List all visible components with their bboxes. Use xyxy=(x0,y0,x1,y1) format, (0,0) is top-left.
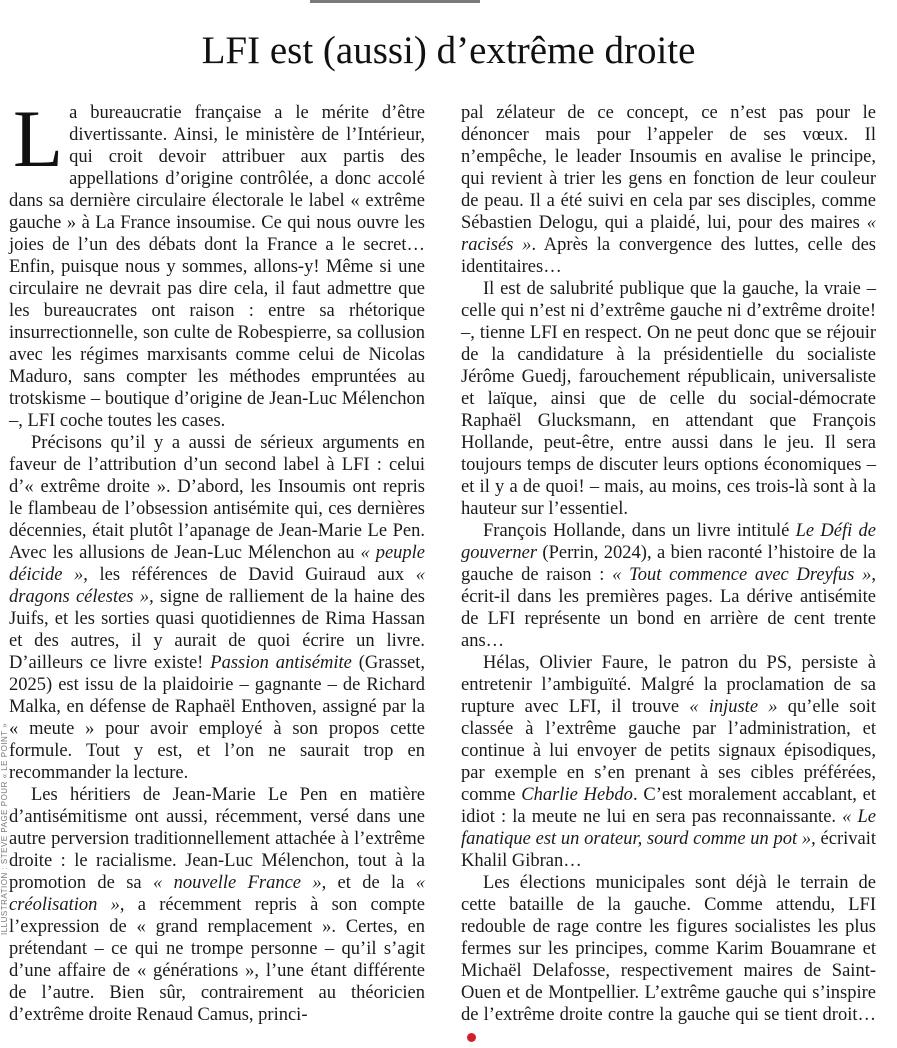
paragraph-1 xyxy=(9,93,425,432)
paragraph-text: Les élections municipales sont déjà le terrain de cette bataille de la gauche. Comme attendu, LFI redouble de rage contre les figures socialistes les plus fermes sur les principes, comme Karim Bouamrane et Michaël Delafosse, respectivement maires de Saint-Ouen et de Montpellier. L’extrême gauche qui s’inspire de l’extrême droite contre la gauche qui se tient droit… xyxy=(461,873,876,1025)
paragraph-text: (Perrin, 2024), a bien raconté l’histoire de la gauche de raison : xyxy=(461,543,876,585)
paragraph-5 xyxy=(461,278,876,520)
publication-title: Charlie Hebdo xyxy=(521,785,633,805)
quote-italic: « Tout commence avec Dreyfus » xyxy=(612,565,872,585)
quote-italic: « injuste » xyxy=(689,697,778,717)
book-title: Le Défi de gouverner xyxy=(461,521,876,563)
quote-italic: « peuple déicide » xyxy=(9,543,425,585)
headline: LFI est (aussi) d’extrême droite xyxy=(201,29,696,72)
paragraph-6 xyxy=(461,520,876,652)
top-rule xyxy=(310,0,480,3)
paragraph-text: . Après la convergence des luttes, celle des identitaires… xyxy=(461,235,876,277)
paragraph-text: Il est de salubrité publique que la gauche, la vraie – celle qui n’est ni d’extrême gauche ni d’extrême droite! –, tienne LFI en respect. On ne peut donc que se réjouir de la candidature à la présidentielle du socialiste Jérôme Guedj, farouchement républicain, universaliste et laïque, ainsi que de celle du social-démocrate Raphaël Glucksmann, en attendant que François Hollande, peut-être, entre aussi dans le jeu. Il sera toujours temps de discuter leurs options économiques – et il y a de quoi! – mais, au moins, ces trois-là sont à la hauteur sur l’essentiel. xyxy=(461,279,876,519)
paragraph-text: . C’est moralement accablant, et idiot : la meute ne lui en sera pas reconnaissante. xyxy=(461,785,877,827)
paragraph-3 xyxy=(9,784,425,1026)
illustration-credit: ILLUSTRATION : STEVE PAGE POUR « LE POINT » xyxy=(0,722,9,935)
paragraph-text: Précisons qu’il y a aussi de sérieux arguments en faveur de l’attribution d’un second label à LFI : celui d’« extrême droite ». D’abord, les Insoumis ont repris le flambeau de l’obsession antisémite qui, ces dernières décennies, était plutôt l’apanage de Jean-Marie Le Pen. Avec les allusions de Jean-Luc Mélenchon au xyxy=(9,433,425,563)
end-mark-icon xyxy=(467,1033,476,1042)
quote-italic: « Le fanatique est un orateur, sourd comme un pot » xyxy=(461,807,877,849)
left-column xyxy=(9,93,425,1026)
paragraph-7 xyxy=(461,652,876,872)
paragraph-2 xyxy=(9,432,425,784)
quote-italic: « dragons célestes » xyxy=(9,565,425,607)
quote-italic: « créolisation » xyxy=(9,873,425,915)
drop-cap: L xyxy=(13,93,64,184)
paragraph-text: Hélas, Olivier Faure, le patron du PS, persiste à entretenir l’ambiguïté. Malgré la proclamation de sa rupture avec LFI, il trouve xyxy=(461,653,876,717)
right-column xyxy=(461,102,876,1048)
paragraph-text: , écrivait Khalil Gibran… xyxy=(461,829,876,871)
paragraph-text: , et de la xyxy=(321,873,416,893)
book-title: Passion antisémite xyxy=(210,653,352,673)
quote-italic: « nouvelle France » xyxy=(152,873,322,893)
paragraph-text: , a récemment repris à son compte l’expression de « grand remplacement ». Certes, en prétendant – ce qui ne trompe personne – qu’il s’agit d’une affaire de « générations », l’une étant différente de l’autre. Bien sûr, contrairement au théoricien d’extrême droite Renaud Camus, princi- xyxy=(9,895,425,1025)
paragraph-text: (Grasset, 2025) est issu de la plaidoirie – gagnante – de Richard Malka, en défense de Raphaël Enthoven, assigné par la « meute » pour avoir employé à son propos cette formule. Tout y est, et l’on ne saurait trop en recommander la lecture. xyxy=(9,653,425,783)
paragraph-text: a bureaucratie française a le mérite d’être divertissante. Ainsi, le ministère de l’Intérieur, qui croit devoir attribuer aux partis des appellations d’origine contrôlée, a donc accolé dans sa dernière circulaire électorale le label « extrême gauche » à La France insoumise. Ce qui nous ouvre les joies de l’un des débats dont la France a le secret… Enfin, puisque nous y sommes, allons-y! Même si une circulaire ne devrait pas dire cela, il faut admettre que les bureaucrates ont raison : entre sa rhétorique insurrectionnelle, son culte de Robespierre, sa collusion avec les régimes marxisants comme celui de Nicolas Maduro, sans compter les méthodes empruntées au trotskisme – boutique d’origine de Jean-Luc Mélenchon –, LFI coche toutes les cases. xyxy=(9,103,425,431)
paragraph-4 xyxy=(461,102,876,278)
paragraph-text: , les références de David Guiraud aux xyxy=(83,565,416,585)
paragraph-text: François Hollande, dans un livre intitulé xyxy=(483,521,796,541)
paragraph-text: , signe de ralliement de la haine des Juifs, et les sorties quasi quotidiennes de Rima Hassan et des autres, il y aurait de quoi écrire un livre. D’ailleurs ce livre existe! xyxy=(9,587,425,673)
paragraph-text: , écrit-il dans les premières pages. La dérive antisémite de LFI représente un bond en arrière de cent trente ans… xyxy=(461,565,876,651)
paragraph-text: qu’elle soit classée à l’extrême gauche par l’administration, et continue à lui envoyer de petits signaux épisodiques, par exemple en s’en prenant à ses cibles préférées, comme xyxy=(461,697,876,805)
paragraph-text: pal zélateur de ce concept, ce n’est pas pour le dénoncer mais pour l’appeler de ses vœux. Il n’empêche, le leader Insoumis en avalise le principe, qui revient à trier les gens en fonction de leur couleur de peau. Il a été suivi en cela par ses disciples, comme Sébastien Delogu, qui a plaidé, lui, pour des maires xyxy=(461,103,876,233)
paragraph-text: Les héritiers de Jean-Marie Le Pen en matière d’antisémitisme ont aussi, récemment, versé dans une autre perversion traditionnellement attachée à l’extrême droite : le racialisme. Jean-Luc Mélenchon, tout à la promotion de sa xyxy=(9,785,425,893)
paragraph-8 xyxy=(461,872,876,1048)
quote-italic: « racisés » xyxy=(461,213,876,255)
